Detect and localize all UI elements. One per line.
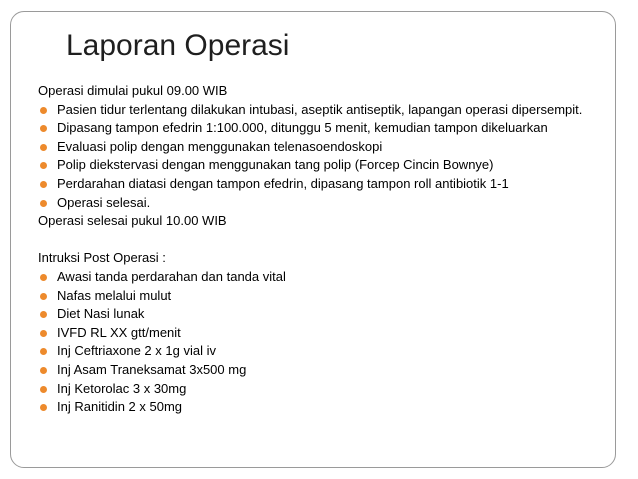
post-op-item: Inj Ranitidin 2 x 50mg bbox=[57, 399, 183, 415]
post-op-item: Nafas melalui mulut bbox=[57, 287, 172, 303]
list-item bbox=[38, 194, 610, 213]
list-item bbox=[38, 380, 610, 399]
post-op-heading: Intruksi Post Operasi : bbox=[38, 250, 166, 266]
list-item bbox=[38, 305, 610, 324]
post-op-item: Inj Ketorolac 3 x 30mg bbox=[57, 380, 187, 396]
list-item bbox=[38, 175, 610, 194]
bullet-icon bbox=[40, 330, 47, 337]
post-op-item: Inj Asam Traneksamat 3x500 mg bbox=[57, 361, 247, 377]
bullet-icon bbox=[40, 162, 47, 169]
spacer bbox=[38, 231, 610, 250]
procedure-step: Evaluasi polip dengan menggunakan telenasoendoskopi bbox=[57, 138, 383, 154]
list-item bbox=[38, 361, 610, 380]
list-item bbox=[38, 287, 610, 306]
operation-start-line: Operasi dimulai pukul 09.00 WIB bbox=[38, 83, 228, 98]
post-op-item: Awasi tanda perdarahan dan tanda vital bbox=[57, 268, 286, 284]
page-title: Laporan Operasi bbox=[66, 29, 290, 62]
list-item bbox=[38, 101, 610, 120]
procedure-step: Operasi selesai. bbox=[57, 194, 151, 210]
bullet-icon bbox=[40, 181, 47, 188]
post-op-item: IVFD RL XX gtt/menit bbox=[57, 324, 181, 340]
procedure-step: Dipasang tampon efedrin 1:100.000, ditunggu 5 menit, kemudian tampon dikeluarkan bbox=[57, 120, 548, 136]
list-item bbox=[38, 324, 610, 343]
slide-content bbox=[38, 82, 610, 417]
list-item bbox=[38, 342, 610, 361]
procedure-step: Polip diekstervasi dengan menggunakan tang polip (Forcep Cincin Bownye) bbox=[57, 157, 494, 173]
bullet-icon bbox=[40, 107, 47, 114]
bullet-icon bbox=[40, 367, 47, 374]
list-item bbox=[38, 398, 610, 417]
procedure-step: Perdarahan diatasi dengan tampon efedrin, dipasang tampon roll antibiotik 1-1 bbox=[57, 175, 509, 191]
bullet-icon bbox=[40, 386, 47, 393]
procedure-step: Pasien tidur terlentang dilakukan intubasi, aseptik antiseptik, lapangan operasi dipersempit. bbox=[57, 101, 583, 117]
bullet-icon bbox=[40, 311, 47, 318]
operation-end-line: Operasi selesai pukul 10.00 WIB bbox=[38, 213, 227, 229]
bullet-icon bbox=[40, 404, 47, 411]
post-op-item: Diet Nasi lunak bbox=[57, 306, 145, 322]
list-item bbox=[38, 138, 610, 157]
bullet-icon bbox=[40, 348, 47, 355]
list-item bbox=[38, 156, 610, 175]
post-op-item: Inj Ceftriaxone 2 x 1g vial iv bbox=[57, 343, 216, 359]
list-item bbox=[38, 268, 610, 287]
bullet-icon bbox=[40, 200, 47, 207]
bullet-icon bbox=[40, 144, 47, 151]
bullet-icon bbox=[40, 293, 47, 300]
bullet-icon bbox=[40, 125, 47, 132]
bullet-icon bbox=[40, 274, 47, 281]
list-item bbox=[38, 119, 610, 138]
